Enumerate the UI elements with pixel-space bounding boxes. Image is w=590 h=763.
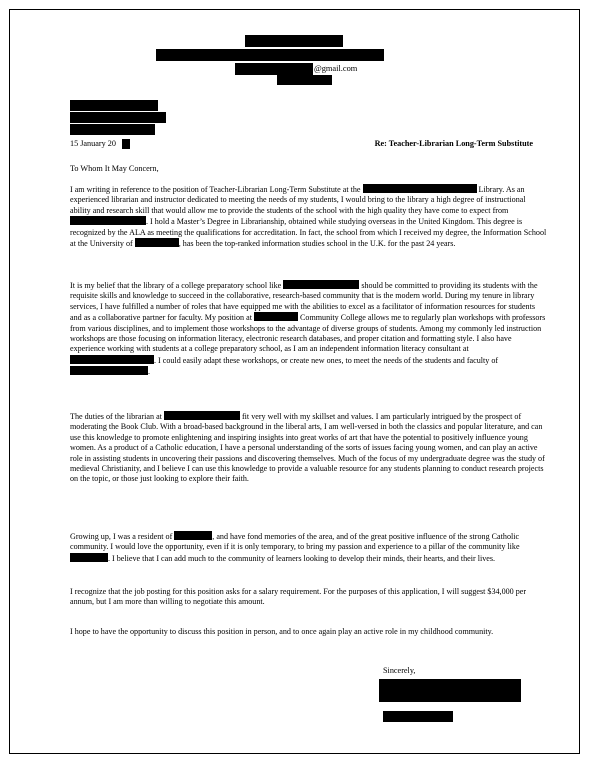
subject-line: Re: Teacher-Librarian Long-Term Substitute	[374, 139, 533, 148]
redacted-school-name	[70, 553, 108, 562]
redacted-school-name	[70, 216, 146, 225]
redacted-signature	[379, 679, 521, 702]
closing: Sincerely,	[383, 666, 416, 675]
redacted-recipient-line-3	[70, 124, 155, 135]
redacted-school-name	[283, 280, 359, 289]
paragraph-2: It is my belief that the library of a college preparatory school like should be committed to providing its students with the requisite skills and knowledge to succeed in the collaborative, research-based community that is the modern world. During my tenure in library services, I have fulfilled a number of roles that have equipped me with the abilities to excel as a facilitator of information resources for students and as a collaborative partner for faculty. My position at Community College allows me to regularly plan workshops with professors from various disciplines, and to implement those workshops to the advantage of diverse groups of students. Among my commonly led instruction workshops are those focusing on information literacy, electronic research databases, and proper citation and formatting style. I also have experience working with students at a college preparatory school, as I am an independent information literacy consultant at . I could easily adapt these workshops, or create new ones, to meet the needs of the students and faculty of .	[70, 281, 546, 377]
redacted-recipient-line-1	[70, 100, 158, 111]
redacted-school-name	[363, 184, 477, 193]
redacted-university-name	[135, 238, 179, 247]
redacted-school-name	[70, 366, 148, 375]
paragraph-6: I hope to have the opportunity to discuss this position in person, and to once again play an active role in my childhood community.	[70, 627, 494, 636]
redacted-college-name	[254, 312, 298, 321]
redacted-sender-phone	[277, 75, 332, 85]
paragraph-5: I recognize that the job posting for this position asks for a salary requirement. For the purposes of this application, I will suggest $34,000 per annum, but I am more than willing to negotiate this amount.	[70, 587, 527, 607]
redacted-recipient-line-2	[70, 112, 166, 123]
redacted-sender-address	[156, 49, 384, 61]
redacted-school-name	[164, 411, 240, 420]
redacted-typed-name	[383, 711, 453, 722]
letter-page	[9, 9, 580, 754]
redacted-consulting-school	[70, 355, 154, 364]
letter-date: 15 January 20	[70, 139, 116, 148]
paragraph-4: Growing up, I was a resident of , and have fond memories of the area, and of the great positive influence of the strong Catholic community. I would love the opportunity, even if it is only temporary, to bring my passion and experience to a pillar of the community like . I believe that I can add much to the community of learners looking to develop their minds, their hearts, and their lives.	[70, 532, 520, 563]
sender-email-suffix: @gmail.com	[314, 64, 358, 73]
redacted-date-year	[122, 139, 130, 149]
redacted-hometown	[174, 531, 212, 540]
paragraph-1: I am writing in reference to the position of Teacher-Librarian Long-Term Substitute at the Library. As an experienced librarian and instructor dedicated to meeting the needs of my students, I would bring to the library a high degree of instructional ability and research skill that would allow me to provide the students of the school with the high quality they have come to expect from . I hold a Master’s Degree in Librarianship, obtained while studying overseas in the United Kingdom. This degree is recognized by the ALA as meeting the qualifications for accreditation. In fact, the school from which I received my degree, the Information School at the University of , has been the top-ranked information studies school in the U.K. for the past 24 years.	[70, 185, 547, 249]
paragraph-3: The duties of the librarian at fit very well with my skillset and values. I am particularly intrigued by the prospect of moderating the Book Club. With a broad-based background in the liberal arts, I am well-versed in both the classics and popular literature, and can use this knowledge to promote enlightening and inspiring insights into great works of art that have the potential to positively influence young women. As a product of a Catholic education, I have a personal understanding of the sorts of issues facing young women, and can play an active role in assisting students in uncovering their passions and discovering themselves. Much of the focus of my undergraduate degree was the study of medieval Christianity, and I believe I can use this knowledge to provide a valuable resource for any students planning to conduct research projects on the topic, or those just looking to explore their faith.	[70, 412, 545, 484]
redacted-sender-email-user	[235, 63, 313, 75]
salutation: To Whom It May Concern,	[70, 164, 159, 173]
redacted-sender-name	[245, 35, 343, 47]
